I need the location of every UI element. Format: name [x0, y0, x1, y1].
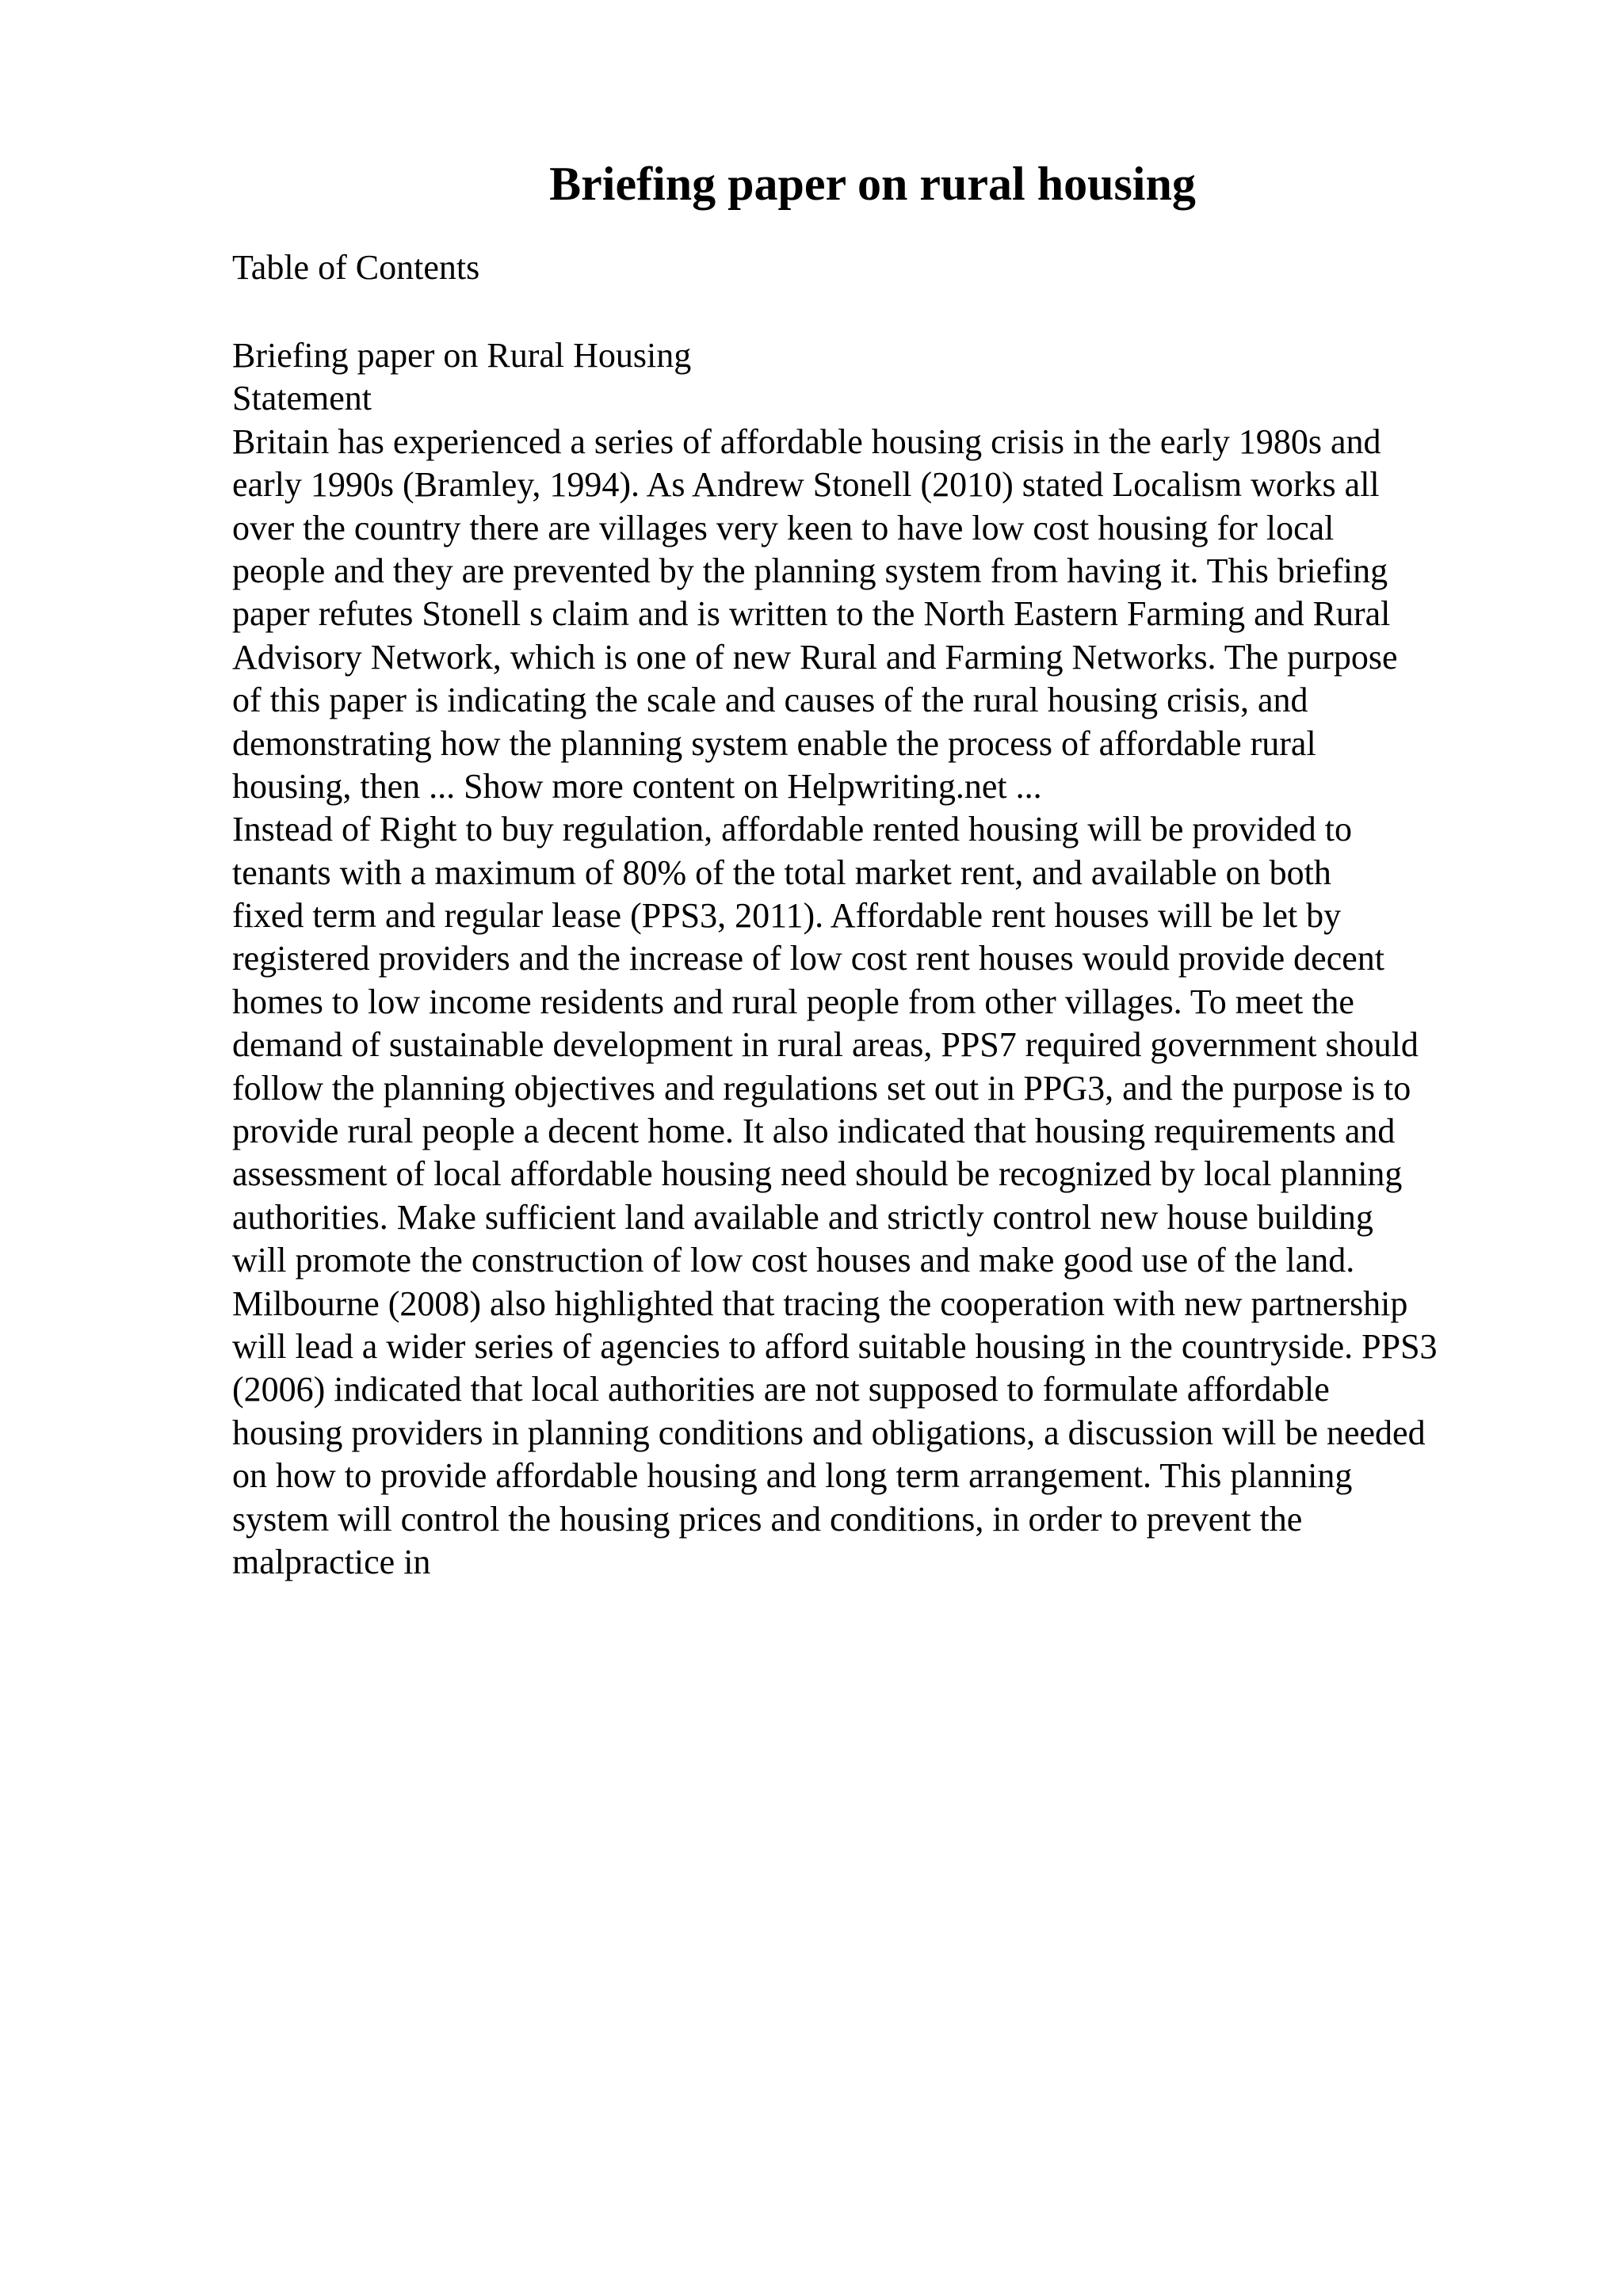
body-line: registered providers and the increase of low cost rent houses would provide decent [232, 939, 1384, 978]
body-line: people and they are prevented by the planning system from having it. This briefing [232, 551, 1388, 590]
body-line: on how to provide affordable housing and long term arrangement. This planning [232, 1456, 1353, 1496]
body-line-show-more: housing, then ... Show more content on Helpwriting.net ... [232, 766, 1042, 806]
body-line: malpractice in [232, 1542, 431, 1581]
body-line: paper refutes Stonell s claim and is written to the North Eastern Farming and Rural [232, 594, 1391, 634]
document-body [232, 334, 1438, 1584]
body-line: early 1990s (Bramley, 1994). As Andrew Stonell (2010) stated Localism works all [232, 465, 1380, 505]
body-line: will promote the construction of low cost houses and make good use of the land. [232, 1241, 1355, 1280]
document-title: Briefing paper on rural housing [549, 158, 1196, 210]
body-line: will lead a wider series of agencies to afford suitable housing in the countryside. PPS3 [232, 1326, 1438, 1366]
body-line: homes to low income residents and rural people from other villages. To meet the [232, 982, 1354, 1021]
table-of-contents-heading: Table of Contents [232, 248, 480, 287]
body-line: demonstrating how the planning system enable the process of affordable rural [232, 723, 1316, 763]
body-line: demand of sustainable development in rural areas, PPS7 required government should [232, 1025, 1419, 1065]
body-line: fixed term and regular lease (PPS3, 2011). Affordable rent houses will be let by [232, 896, 1342, 936]
body-line: provide rural people a decent home. It also indicated that housing requirements and [232, 1112, 1396, 1151]
subtitle-line: Briefing paper on Rural Housing [232, 336, 692, 375]
section-heading-statement: Statement [232, 379, 372, 418]
body-line: follow the planning objectives and regulations set out in PPG3, and the purpose is to [232, 1068, 1411, 1108]
body-line: over the country there are villages very keen to have low cost housing for local [232, 508, 1335, 547]
body-line: assessment of local affordable housing need should be recognized by local planning [232, 1154, 1403, 1194]
body-line: system will control the housing prices and conditions, in order to prevent the [232, 1499, 1303, 1539]
body-line: authorities. Make sufficient land available and strictly control new house building [232, 1197, 1373, 1237]
body-line: tenants with a maximum of 80% of the total market rent, and available on both [232, 852, 1331, 892]
body-line: of this paper is indicating the scale and causes of the rural housing crisis, and [232, 681, 1308, 720]
body-line: housing providers in planning conditions and obligations, a discussion will be needed [232, 1413, 1426, 1452]
body-line: Instead of Right to buy regulation, affordable rented housing will be provided to [232, 810, 1352, 849]
body-line: Milbourne (2008) also highlighted that tracing the cooperation with new partnership [232, 1283, 1408, 1323]
body-line: Britain has experienced a series of affordable housing crisis in the early 1980s and [232, 421, 1381, 461]
body-line: Advisory Network, which is one of new Rural and Farming Networks. The purpose [232, 637, 1398, 677]
body-line: (2006) indicated that local authorities are not supposed to formulate affordable [232, 1370, 1330, 1409]
